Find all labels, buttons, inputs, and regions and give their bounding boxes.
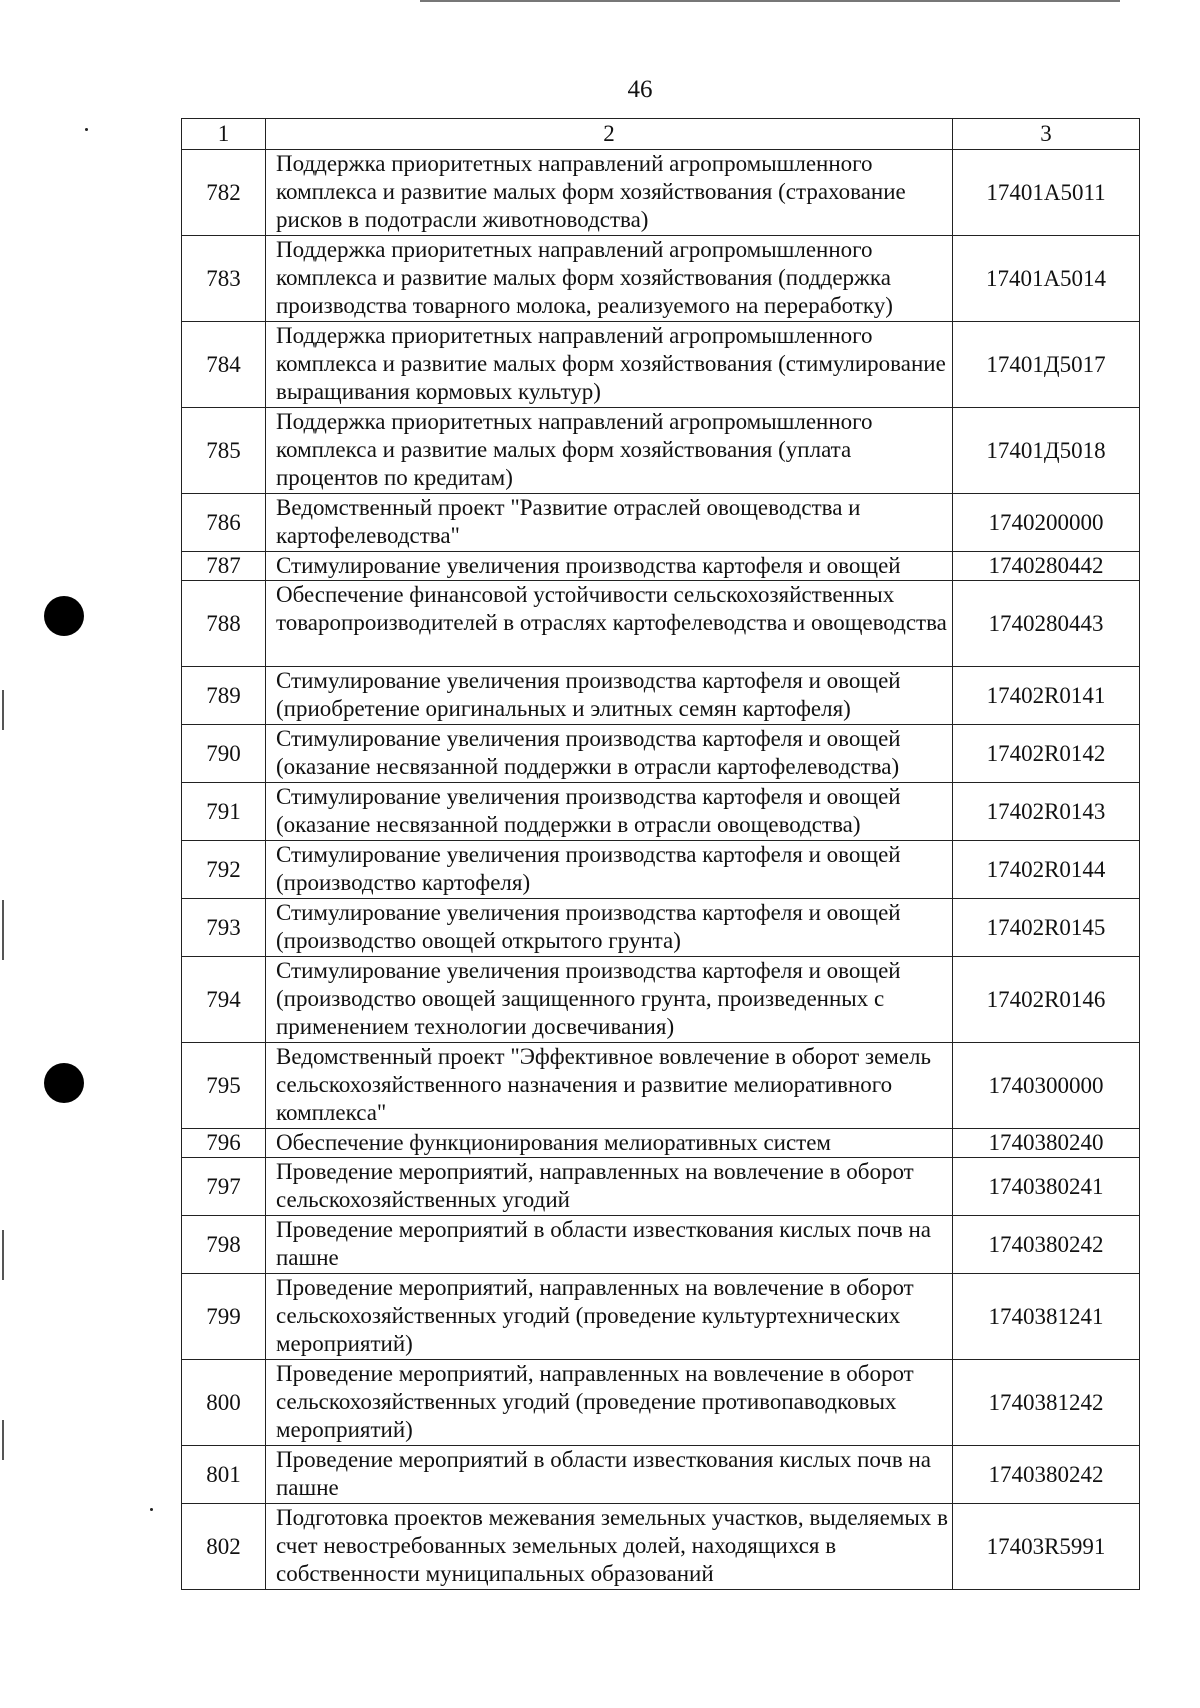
row-code: 17402R0141	[953, 667, 1140, 725]
row-code: 1740381242	[953, 1360, 1140, 1446]
row-number: 791	[182, 783, 266, 841]
table-row	[182, 899, 1140, 957]
row-number: 795	[182, 1043, 266, 1129]
row-code: 17402R0144	[953, 841, 1140, 899]
row-description: Стимулирование увеличения производства картофеля и овощей (производство овощей открытого грунта)	[266, 899, 953, 957]
row-description: Стимулирование увеличения производства картофеля и овощей (производство картофеля)	[266, 841, 953, 899]
table-row	[182, 1360, 1140, 1446]
row-number: 788	[182, 581, 266, 667]
table-row	[182, 1129, 1140, 1158]
table-row	[182, 1216, 1140, 1274]
row-number: 792	[182, 841, 266, 899]
row-number: 794	[182, 957, 266, 1043]
row-code: 1740380241	[953, 1158, 1140, 1216]
table-row	[182, 1043, 1140, 1129]
row-description: Стимулирование увеличения производства картофеля и овощей (оказание несвязанной поддержки в отрасли овощеводства)	[266, 783, 953, 841]
table-header-row	[182, 119, 1140, 150]
row-code: 17402R0142	[953, 725, 1140, 783]
row-number: 786	[182, 494, 266, 552]
row-number: 783	[182, 236, 266, 322]
row-description: Обеспечение финансовой устойчивости сельскохозяйственных товаропроизводителей в отраслях картофелеводства и овощеводства	[266, 581, 953, 667]
row-number: 798	[182, 1216, 266, 1274]
row-code: 17401A5011	[953, 150, 1140, 236]
scan-edge-mark	[2, 1230, 4, 1280]
row-number: 782	[182, 150, 266, 236]
row-number: 799	[182, 1274, 266, 1360]
table-row	[182, 322, 1140, 408]
row-code: 17403R5991	[953, 1504, 1140, 1590]
column-header: 1	[182, 119, 266, 150]
row-code: 17402R0143	[953, 783, 1140, 841]
top-edge-line	[420, 0, 1120, 2]
row-code: 1740280443	[953, 581, 1140, 667]
table-row	[182, 783, 1140, 841]
row-description: Ведомственный проект "Развитие отраслей овощеводства и картофелеводства"	[266, 494, 953, 552]
row-description: Подготовка проектов межевания земельных участков, выделяемых в счет невостребованных земельных долей, находящихся в собственности муниципальных образований	[266, 1504, 953, 1590]
table-row	[182, 494, 1140, 552]
scan-edge-mark	[2, 1420, 4, 1460]
table-row	[182, 150, 1140, 236]
row-code: 1740381241	[953, 1274, 1140, 1360]
table-row	[182, 581, 1140, 667]
row-description: Стимулирование увеличения производства картофеля и овощей (оказание несвязанной поддержки в отрасли картофелеводства)	[266, 725, 953, 783]
scan-edge-mark	[2, 900, 4, 960]
row-code: 1740380242	[953, 1446, 1140, 1504]
scan-speck	[150, 1508, 153, 1511]
row-description: Поддержка приоритетных направлений агропромышленного комплекса и развитие малых форм хозяйствования (уплата процентов по кредитам)	[266, 408, 953, 494]
row-number: 797	[182, 1158, 266, 1216]
row-code: 1740200000	[953, 494, 1140, 552]
row-description: Стимулирование увеличения производства картофеля и овощей (производство овощей защищенного грунта, произведенных с применением технологии досвечивания)	[266, 957, 953, 1043]
punch-hole-mark	[44, 1063, 84, 1103]
table-row	[182, 1504, 1140, 1590]
row-description: Стимулирование увеличения производства картофеля и овощей	[266, 552, 953, 581]
row-number: 784	[182, 322, 266, 408]
row-code: 1740280442	[953, 552, 1140, 581]
row-number: 787	[182, 552, 266, 581]
classification-table	[181, 118, 1140, 1590]
scan-speck	[85, 128, 88, 131]
row-description: Проведение мероприятий, направленных на вовлечение в оборот сельскохозяйственных угодий (проведение противопаводковых мероприятий)	[266, 1360, 953, 1446]
row-code: 17401A5014	[953, 236, 1140, 322]
row-description: Стимулирование увеличения производства картофеля и овощей (приобретение оригинальных и элитных семян картофеля)	[266, 667, 953, 725]
punch-hole-mark	[44, 596, 84, 636]
column-header: 3	[953, 119, 1140, 150]
row-number: 790	[182, 725, 266, 783]
table-row	[182, 841, 1140, 899]
row-description: Проведение мероприятий, направленных на вовлечение в оборот сельскохозяйственных угодий	[266, 1158, 953, 1216]
row-code: 17402R0146	[953, 957, 1140, 1043]
row-code: 1740380240	[953, 1129, 1140, 1158]
table-row	[182, 552, 1140, 581]
table-row	[182, 725, 1140, 783]
table-row	[182, 1446, 1140, 1504]
table-row	[182, 957, 1140, 1043]
row-description: Поддержка приоритетных направлений агропромышленного комплекса и развитие малых форм хозяйствования (страхование рисков в подотрасли животноводства)	[266, 150, 953, 236]
row-number: 800	[182, 1360, 266, 1446]
table-row	[182, 1158, 1140, 1216]
table-row	[182, 408, 1140, 494]
row-number: 802	[182, 1504, 266, 1590]
row-description: Проведение мероприятий, направленных на вовлечение в оборот сельскохозяйственных угодий (проведение культуртехнических мероприятий)	[266, 1274, 953, 1360]
scan-edge-mark	[2, 690, 4, 730]
row-code: 1740380242	[953, 1216, 1140, 1274]
row-description: Проведение мероприятий в области известкования кислых почв на пашне	[266, 1446, 953, 1504]
row-number: 796	[182, 1129, 266, 1158]
table-row	[182, 1274, 1140, 1360]
table-row	[182, 667, 1140, 725]
row-number: 789	[182, 667, 266, 725]
row-number: 793	[182, 899, 266, 957]
page-number: 46	[627, 76, 653, 103]
row-code: 1740300000	[953, 1043, 1140, 1129]
row-code: 17402R0145	[953, 899, 1140, 957]
row-description: Проведение мероприятий в области известкования кислых почв на пашне	[266, 1216, 953, 1274]
row-description: Поддержка приоритетных направлений агропромышленного комплекса и развитие малых форм хозяйствования (поддержка производства товарного молока, реализуемого на переработку)	[266, 236, 953, 322]
row-number: 785	[182, 408, 266, 494]
row-description: Поддержка приоритетных направлений агропромышленного комплекса и развитие малых форм хозяйствования (стимулирование выращивания кормовых культур)	[266, 322, 953, 408]
column-header: 2	[266, 119, 953, 150]
row-description: Обеспечение функционирования мелиоративных систем	[266, 1129, 953, 1158]
row-code: 17401Д5017	[953, 322, 1140, 408]
row-number: 801	[182, 1446, 266, 1504]
row-description: Ведомственный проект "Эффективное вовлечение в оборот земель сельскохозяйственного назначения и развитие мелиоративного комплекса"	[266, 1043, 953, 1129]
table-row	[182, 236, 1140, 322]
row-code: 17401Д5018	[953, 408, 1140, 494]
